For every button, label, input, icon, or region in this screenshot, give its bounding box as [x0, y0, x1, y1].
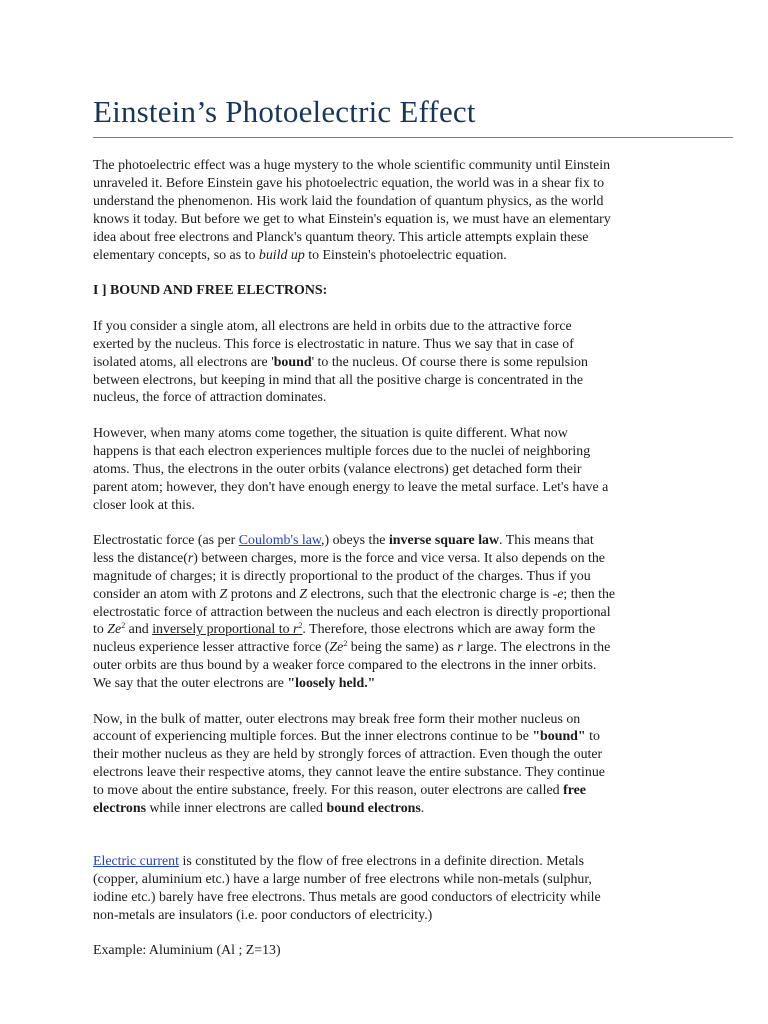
text-line — [93, 532, 675, 550]
page-title: Einstein’s Photoelectric Effect — [93, 94, 476, 129]
text-line: If you consider a single atom, all electrons are held in orbits due to the attractive force — [93, 318, 572, 334]
section-heading: I ] BOUND AND FREE ELECTRONS: — [93, 282, 328, 298]
text-line: (copper, aluminium etc.) have a large number of free electrons while non-metals (sulphur, — [93, 871, 592, 887]
text-run: less the distance( — [93, 550, 188, 566]
text-run: . Therefore, those electrons which are away form the — [302, 622, 596, 638]
text-run: to move about the entire substance, freely. For this reason, outer electrons are called — [93, 783, 564, 799]
text-run: . — [420, 801, 425, 817]
coulombs-law-link[interactable]: Coulomb's law — [238, 532, 322, 548]
text-run: while inner electrons are called — [145, 801, 327, 817]
text-line — [93, 586, 675, 604]
italic-run: build up — [258, 247, 305, 263]
bold-run: inverse square law — [388, 532, 500, 548]
text-line: electrons leave their respective atoms, they cannot leave the entire substance. They continue — [93, 765, 605, 781]
superscript: 2 — [121, 621, 126, 631]
text-line: nucleus, the force of attraction dominates. — [93, 390, 327, 406]
text-line: idea about free electrons and Planck's quantum theory. This article attempts explain these — [93, 229, 589, 245]
text-line: happens is that each electron experiences multiple forces due to the nuclei of neighboring — [93, 443, 591, 459]
bound-electrons-paragraph — [93, 318, 675, 408]
text-run: ' to the nucleus. Of course there is some repulsion — [311, 354, 588, 370]
text-line: unraveled it. Before Einstein gave his photoelectric equation, the world was in a shear fix to — [93, 175, 605, 191]
text-run: ; then the — [563, 586, 616, 602]
text-run: is constituted by the flow of free electrons in a definite direction. Metals — [179, 854, 585, 869]
text-line: Now, in the bulk of matter, outer electrons may break free form their mother nucleus on — [93, 711, 581, 727]
text-line — [93, 639, 675, 657]
bold-run: "loosely held." — [287, 676, 376, 692]
text-run: to — [93, 622, 108, 638]
text-line: iodine etc.) barely have free electrons. Thus metals are good conductors of electricity while — [93, 889, 601, 905]
text-run: elementary concepts, so as to — [93, 247, 259, 263]
text-line — [93, 728, 675, 746]
italic-run: Ze — [107, 622, 122, 638]
text-run: being the same) as — [347, 640, 458, 656]
superscript: 2 — [343, 639, 348, 649]
italic-run: Ze — [329, 640, 344, 656]
italic-run: r — [187, 550, 194, 566]
text-line — [93, 621, 675, 639]
text-line: However, when many atoms come together, the situation is quite different. What now — [93, 425, 568, 441]
text-run: . This means that — [499, 532, 594, 548]
intro-paragraph — [93, 157, 675, 264]
electric-current-paragraph — [93, 853, 675, 925]
text-line: magnitude of charges; it is directly proportional to the product of the charges. Thus if you — [93, 568, 591, 584]
text-line: parent atom; however, they don't have enough energy to leave the metal surface. Let's have a — [93, 479, 609, 495]
text-line — [93, 247, 675, 265]
italic-run: Z — [299, 586, 308, 602]
italic-run: r — [293, 622, 299, 638]
bold-run: bound electrons — [326, 801, 421, 817]
text-line: knows it today. But before we get to what Einstein's equation is, we must have an elementary — [93, 211, 611, 227]
text-run: We say that the outer electrons are — [93, 676, 288, 692]
italic-run: r — [457, 640, 463, 656]
text-run: to — [585, 729, 600, 745]
text-run: ) between charges, more is the force and vice versa. It also depends on the — [193, 550, 605, 566]
text-run: isolated atoms, all electrons are ' — [93, 354, 274, 370]
text-run: Electrostatic force (as per — [93, 532, 239, 548]
text-line — [93, 853, 675, 871]
text-line — [93, 354, 675, 372]
text-run: to Einstein's photoelectric equation. — [304, 247, 507, 263]
title-underline-rule — [93, 137, 733, 138]
text-line: non-metals are insulators (i.e. poor conductors of electricity.) — [93, 907, 433, 923]
text-line: their mother nucleus as they are held by strongly forces of attraction. Even though the outer — [93, 747, 603, 763]
italic-run: -e — [552, 586, 564, 602]
text-run: inversely proportional to — [152, 622, 294, 638]
text-line — [93, 675, 675, 693]
text-line: electrostatic force of attraction between the nucleus and each electron is directly proportional — [93, 604, 611, 620]
text-run: and — [125, 622, 153, 638]
text-line — [93, 782, 675, 800]
text-line: The photoelectric effect was a huge mystery to the whole scientific community until Einstein — [93, 158, 611, 173]
text-line: closer look at this. — [93, 497, 195, 513]
text-line: exerted by the nucleus. This force is electrostatic in nature. Thus we say that in case of — [93, 336, 574, 352]
bulk-matter-paragraph — [93, 711, 675, 818]
text-run: ,) obeys the — [321, 532, 389, 548]
text-run: electrons, such that the electronic charge is — [307, 586, 553, 602]
text-line: understand the phenomenon. His work laid the foundation of quantum physics, as the world — [93, 193, 604, 209]
text-run: nucleus experience lesser attractive force ( — [93, 640, 330, 656]
superscript: 2 — [298, 621, 303, 631]
text-line — [93, 550, 675, 568]
many-atoms-paragraph — [93, 425, 675, 515]
bold-run: electrons — [93, 801, 146, 817]
text-line: atoms. Thus, the electrons in the outer orbits (valance electrons) get detached form their — [93, 461, 582, 477]
italic-run: Z — [219, 586, 228, 602]
example-line: Example: Aluminium (Al ; Z=13) — [93, 943, 281, 959]
electrostatic-force-paragraph — [93, 532, 675, 693]
text-line — [93, 800, 675, 818]
bold-run: free — [563, 783, 586, 799]
text-run: consider an atom with — [93, 586, 220, 602]
electric-current-link[interactable]: Electric current — [93, 854, 179, 869]
article-body — [93, 157, 675, 978]
underlined-run — [152, 622, 302, 637]
text-run: protons and — [227, 586, 300, 602]
text-run: large. The electrons in the — [462, 640, 611, 656]
text-line: between electrons, but keeping in mind that all the positive charge is concentrated in the — [93, 372, 584, 388]
text-run: account of experiencing multiple forces. But the inner electrons continue to be — [93, 729, 533, 745]
bold-run: "bound" — [532, 729, 586, 745]
text-line: outer orbits are thus bound by a weaker force compared to the electrons in the inner orbits. — [93, 658, 597, 674]
bold-run: bound — [273, 354, 312, 370]
